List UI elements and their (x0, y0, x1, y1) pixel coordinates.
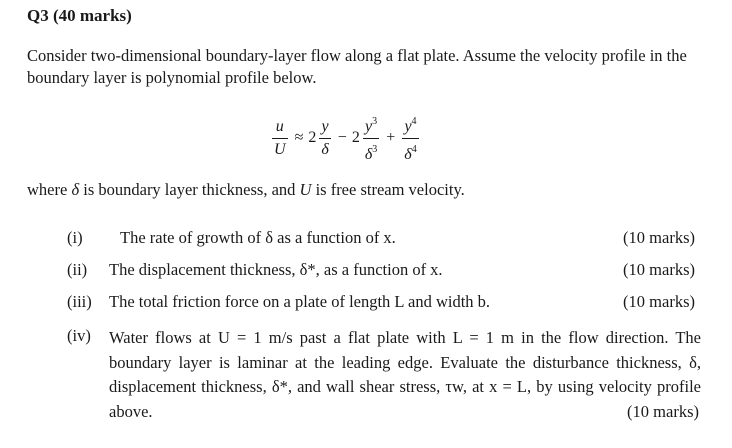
question-heading: Q3 (40 marks) (27, 6, 132, 25)
item-number: (iii) (67, 292, 92, 311)
sub-question-iv (109, 326, 701, 424)
frac-y3-over-delta3 (363, 111, 379, 166)
frac-y4-over-delta4 (402, 111, 418, 166)
item-number: (iv) (67, 326, 91, 345)
velocity-profile-equation (270, 106, 421, 170)
term1-denominator: δ (321, 140, 329, 158)
item-number: (i) (67, 228, 83, 247)
approx-sign: ≈ (294, 129, 304, 146)
minus-sign: − (337, 129, 347, 146)
item-text: Water flows at U = 1 m/s past a flat plate with L = 1 m in the flow direction. The boundary layer is laminar at the leading edge. Evaluate the disturbance thickness, δ, displacement thickness, δ*, and wall shear stress, τw, at x = L, by using velocity profile above. (109, 328, 701, 421)
coef-2: 2 (351, 129, 360, 146)
where-line: where δ is boundary layer thickness, and U is free stream velocity. (27, 180, 465, 199)
frac-y-over-delta (319, 116, 330, 161)
term2-numerator: $y^3$ (364, 115, 378, 135)
term3-denominator: $\delta^4$ (404, 143, 417, 163)
item-text: The displacement thickness, δ*, as a function of x. (109, 260, 443, 279)
question-intro: Consider two-dimensional boundary-layer flow along a flat plate. Assume the velocity profile in the boundary layer is polynomial profile below. (27, 46, 687, 87)
coef-1: 2 (308, 129, 317, 146)
item-marks: (10 marks) (627, 401, 699, 421)
item-marks: (10 marks) (623, 228, 695, 247)
lhs-denominator: U (274, 140, 286, 158)
plus-sign: + (386, 129, 396, 146)
term2-denominator: $\delta^3$ (364, 143, 378, 163)
item-text: The total friction force on a plate of length L and width b. (109, 292, 491, 311)
lhs-numerator: u (275, 117, 284, 135)
item-marks: (10 marks) (623, 260, 695, 279)
item-text: The rate of growth of δ as a function of x. (120, 228, 396, 247)
term1-numerator: y (321, 117, 329, 135)
term3-numerator: $y^4$ (404, 115, 417, 135)
item-number: (ii) (67, 260, 88, 279)
item-marks: (10 marks) (623, 292, 695, 311)
frac-u-over-U (272, 116, 288, 161)
